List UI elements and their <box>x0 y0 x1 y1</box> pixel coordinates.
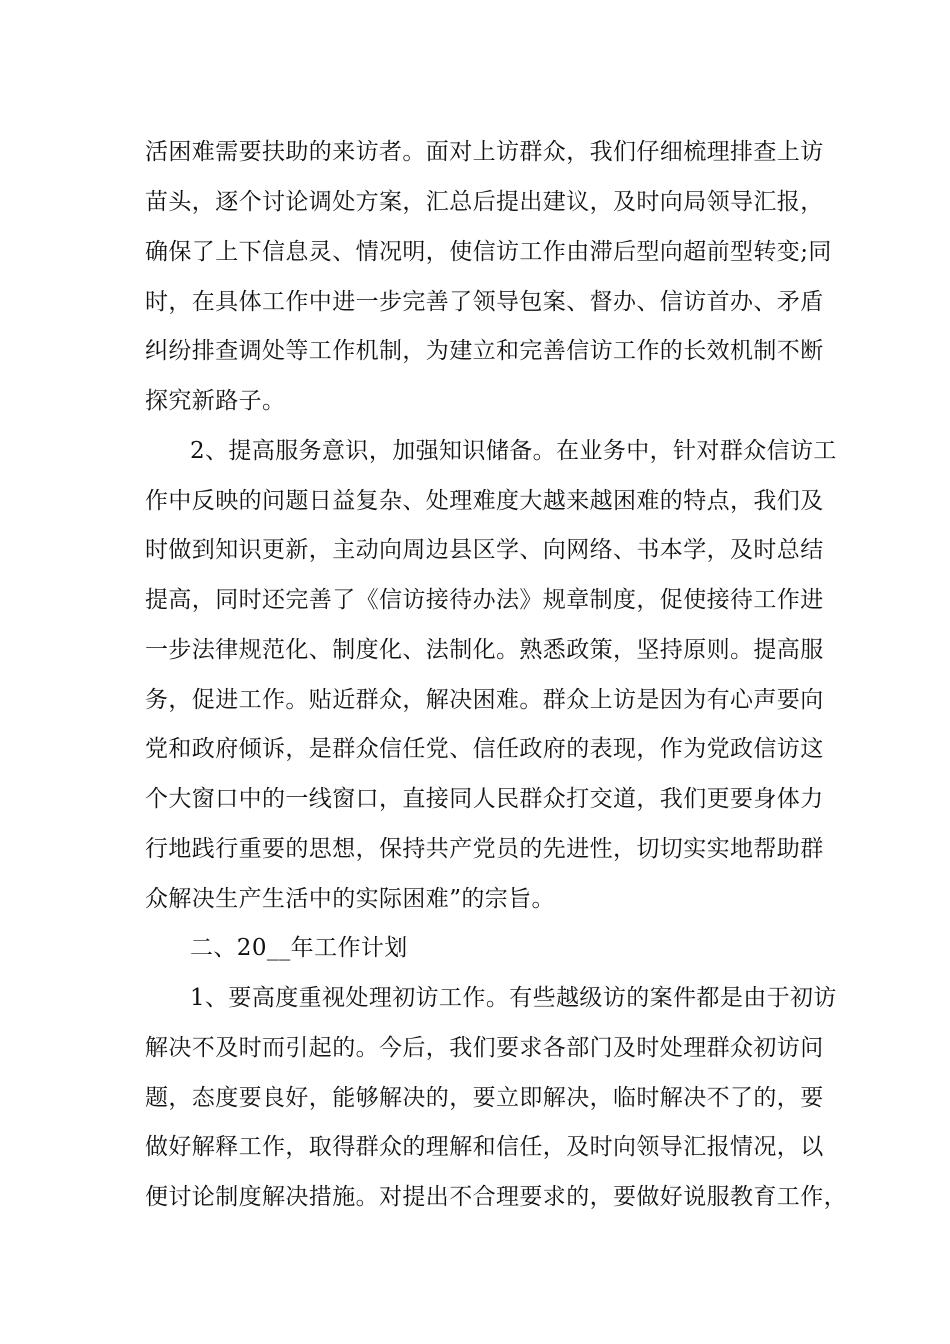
text-line: 众解决生产生活中的实际困难”的宗旨。 <box>145 886 555 912</box>
text-line: 确保了上下信息灵、情况明，使信访工作由滞后型向超前型转变;同 <box>145 239 832 265</box>
text-line: 苗头，逐个讨论调处方案，汇总后提出建议，及时向局领导汇报， <box>145 189 824 215</box>
text-line: 时做到知识更新，主动向周边县区学、向网络、书本学，及时总结 <box>145 537 824 563</box>
text-line: 行地践行重要的思想，保持共产党员的先进性，切切实实地帮助群 <box>145 836 824 862</box>
text-line: 提高，同时还完善了《信访接待办法》规章制度，促使接待工作进 <box>145 587 824 613</box>
paragraph-heading: 1、要高度重视处理初访工作。有些越级访的案件都是由于初访 <box>190 985 837 1011</box>
paragraph-heading: 2、提高服务意识，加强知识储备。在业务中，针对群众信访工 <box>190 438 837 464</box>
text-line: 党和政府倾诉，是群众信任党、信任政府的表现，作为党政信访这 <box>145 736 824 762</box>
text-line: 解决不及时而引起的。今后，我们要求各部门及时处理群众初访问 <box>145 1035 824 1061</box>
text-line: 活困难需要扶助的来访者。面对上访群众，我们仔细梳理排查上访 <box>145 139 824 165</box>
text-line: 一步法律规范化、制度化、法制化。熟悉政策，坚持原则。提高服 <box>145 637 824 663</box>
section-heading: 二、20__年工作计划 <box>190 935 408 961</box>
text-line: 个大窗口中的一线窗口，直接同人民群众打交道，我们更要身体力 <box>145 786 824 812</box>
text-line: 便讨论制度解决措施。对提出不合理要求的，要做好说服教育工作， <box>145 1184 847 1210</box>
text-line: 探究新路子。 <box>145 388 286 414</box>
text-line: 题，态度要良好，能够解决的，要立即解决，临时解决不了的，要 <box>145 1085 824 1111</box>
text-line: 作中反映的问题日益复杂、处理难度大越来越困难的特点，我们及 <box>145 488 824 514</box>
text-line: 做好解释工作，取得群众的理解和信任，及时向领导汇报情况，以 <box>145 1134 824 1160</box>
text-line: 务，促进工作。贴近群众，解决困难。群众上访是因为有心声要向 <box>145 687 824 713</box>
text-line: 纠纷排查调处等工作机制，为建立和完善信访工作的长效机制不断 <box>145 338 824 364</box>
text-line: 时，在具体工作中进一步完善了领导包案、督办、信访首办、矛盾 <box>145 289 824 315</box>
